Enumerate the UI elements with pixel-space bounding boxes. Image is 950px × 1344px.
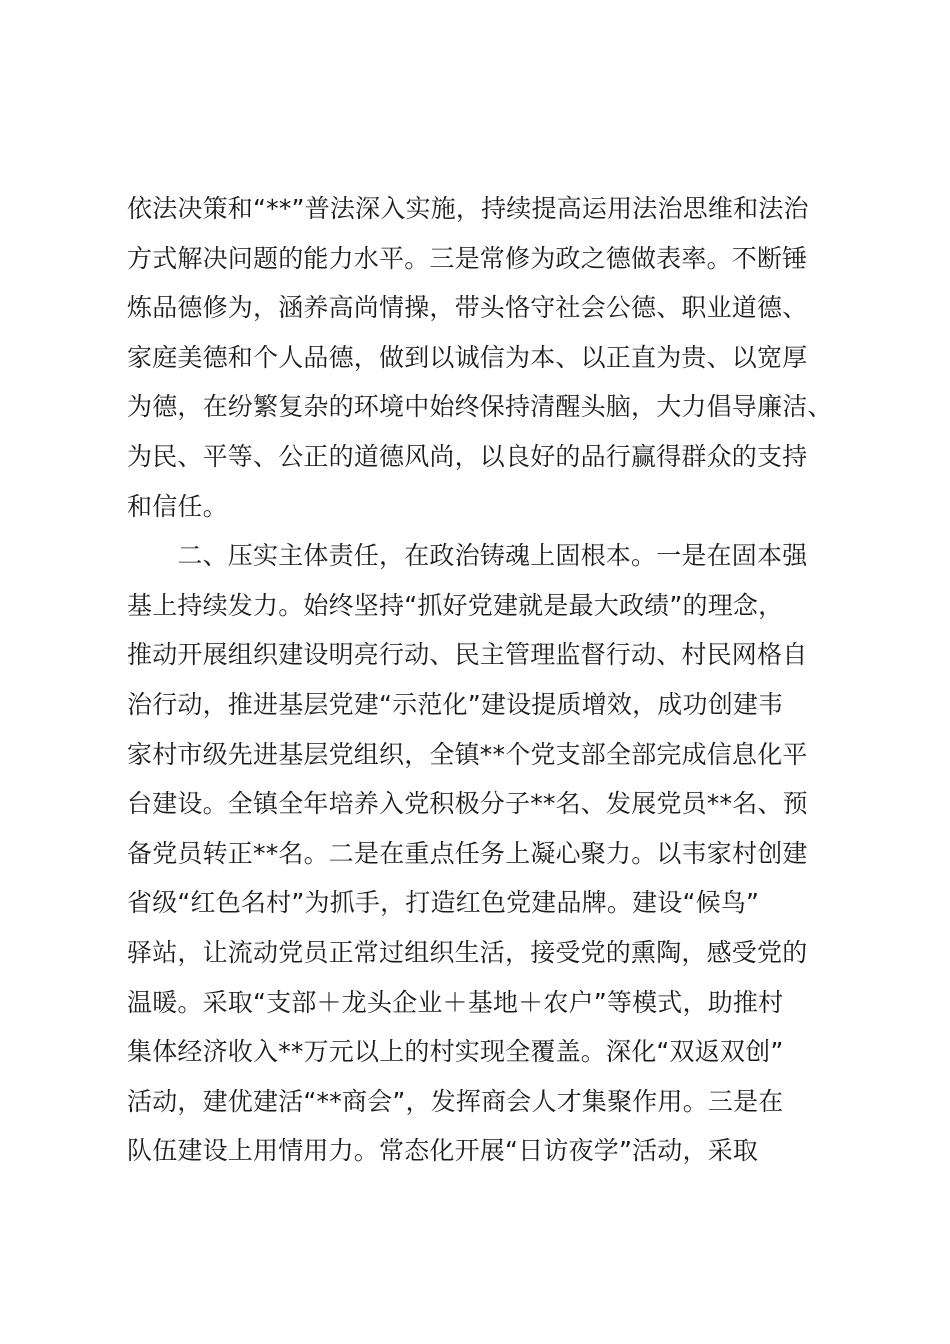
text-line: 为民、平等、公正的道德风尚，以良好的品行赢得群众的支持	[127, 441, 808, 471]
text-line: 队伍建设上用情用力。常态化开展“日访夜学”活动，采取	[127, 1136, 759, 1166]
text-line: 推动开展组织建设明亮行动、民主管理监督行动、村民网格自	[127, 640, 808, 670]
text-line: 依法决策和“**”普法深入实施，持续提高运用法治思维和法治	[127, 194, 809, 223]
text-line: 台建设。全镇全年培养入党积极分子**名、发展党员**名、预	[127, 789, 808, 819]
text-line: 备党员转正**名。二是在重点任务上凝心聚力。以韦家村创建	[127, 838, 808, 868]
text-line: 集体经济收入**万元以上的村实现全覆盖。深化“双返双创”	[127, 1037, 784, 1067]
text-line: 活动，建优建活“**商会”，发挥商会人才集聚作用。三是在	[127, 1086, 784, 1116]
text-line: 省级“红色名村”为抓手，打造红色党建品牌。建设“候鸟”	[127, 888, 760, 918]
text-line: 二、压实主体责任，在政治铸魂上固根本。一是在固本强	[127, 541, 808, 571]
text-line: 驿站，让流动党员正常过组织生活，接受党的熏陶，感受党的	[127, 937, 808, 967]
text-line: 温暖。采取“支部＋龙头企业＋基地＋农户”等模式，助推村	[127, 987, 784, 1017]
text-line: 和信任。	[127, 491, 228, 521]
body-text	[127, 184, 839, 1176]
text-line: 家村市级先进基层党组织，全镇**个党支部全部完成信息化平	[127, 739, 808, 769]
text-line: 基上持续发力。始终坚持“抓好党建就是最大政绩”的理念，	[127, 590, 784, 620]
text-line: 治行动，推进基层党建“示范化”建设提质增效，成功创建韦	[127, 689, 784, 719]
text-line: 方式解决问题的能力水平。三是常修为政之德做表率。不断锤	[127, 243, 808, 273]
text-line: 炼品德修为，涵养高尚情操，带头恪守社会公德、职业道德、	[127, 293, 808, 323]
text-line: 家庭美德和个人品德，做到以诚信为本、以正直为贵、以宽厚	[127, 342, 808, 372]
text-line: 为德，在纷繁复杂的环境中始终保持清醒头脑，大力倡导廉洁、	[127, 392, 833, 422]
